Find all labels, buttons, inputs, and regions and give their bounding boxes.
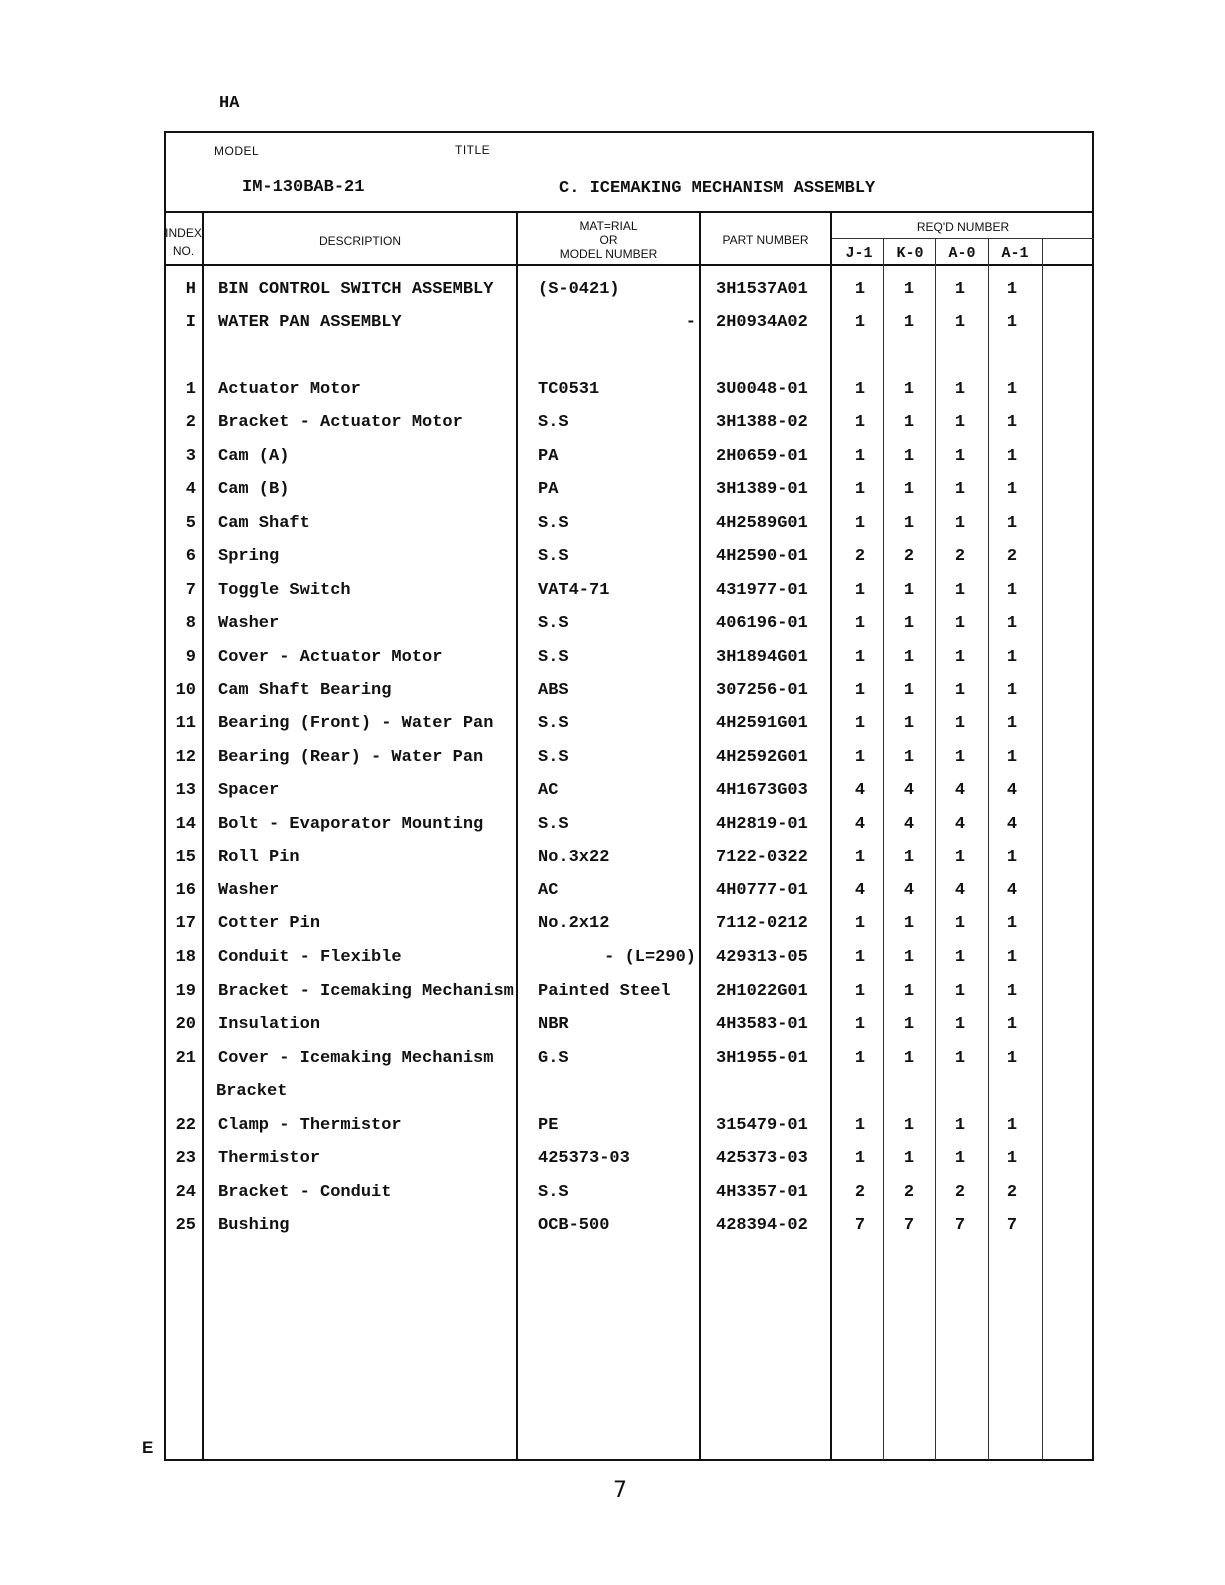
row-qty-j-1: 1 (854, 748, 866, 767)
col-header-index-line2: NO. (172, 244, 195, 258)
row-qty-a-1: 1 (1006, 280, 1018, 299)
row-qty-j-1: 1 (854, 480, 866, 499)
row-qty-a-1: 1 (1006, 1049, 1018, 1068)
row-qty-a-0: 1 (954, 413, 966, 432)
row-index: 25 (175, 1216, 196, 1235)
row-part-number: 3U0048-01 (716, 380, 808, 399)
row-qty-a-0: 1 (954, 1049, 966, 1068)
row-qty-j-1: 1 (854, 280, 866, 299)
page-number: 7 (613, 1478, 627, 1503)
row-material: 425373-03 (538, 1149, 630, 1168)
row-qty-a-0: 4 (954, 781, 966, 800)
row-qty-k-0: 1 (903, 313, 915, 332)
row-part-number: 3H1894G01 (716, 648, 808, 667)
row-qty-k-0: 1 (903, 982, 915, 1001)
row-index: 4 (185, 480, 196, 499)
header-divider (164, 211, 1094, 213)
row-part-number: 7112-0212 (716, 914, 808, 933)
row-qty-j-1: 1 (854, 982, 866, 1001)
row-part-number: 4H0777-01 (716, 881, 808, 900)
row-material: Painted Steel (538, 982, 671, 1001)
row-qty-k-0: 1 (903, 1049, 915, 1068)
row-description-continued: Bracket (216, 1082, 288, 1101)
row-index: 22 (175, 1116, 196, 1135)
row-qty-a-1: 1 (1006, 514, 1018, 533)
row-qty-k-0: 4 (903, 881, 915, 900)
corner-mark: E (142, 1438, 154, 1457)
row-qty-a-0: 1 (954, 714, 966, 733)
row-index: 5 (185, 514, 196, 533)
row-index: 15 (175, 848, 196, 867)
row-part-number: 315479-01 (716, 1116, 808, 1135)
row-material: AC (538, 781, 559, 800)
row-qty-k-0: 1 (903, 1116, 915, 1135)
row-qty-j-1: 1 (854, 313, 866, 332)
row-qty-a-0: 1 (954, 982, 966, 1001)
row-qty-j-1: 1 (854, 948, 866, 967)
row-qty-a-1: 1 (1006, 714, 1018, 733)
col-divider-material (699, 211, 701, 1460)
variant-a1: A-1 (1001, 245, 1029, 262)
row-qty-j-1: 1 (854, 1116, 866, 1135)
row-qty-a-0: 1 (954, 480, 966, 499)
row-qty-j-1: 1 (854, 380, 866, 399)
row-qty-a-1: 4 (1006, 815, 1018, 834)
col-header-index (165, 226, 202, 258)
row-qty-k-0: 1 (903, 681, 915, 700)
row-part-number: 3H1537A01 (716, 280, 808, 299)
row-qty-k-0: 1 (903, 714, 915, 733)
row-index: 8 (185, 614, 196, 633)
row-qty-a-1: 1 (1006, 848, 1018, 867)
row-qty-a-0: 1 (954, 948, 966, 967)
col-divider-desc (516, 211, 518, 1460)
row-qty-a-0: 1 (954, 313, 966, 332)
row-material: PA (538, 480, 559, 499)
row-material: VAT4-71 (538, 581, 610, 600)
col-header-material-line2: OR (599, 233, 618, 247)
row-qty-k-0: 1 (903, 581, 915, 600)
col-divider-part (830, 211, 832, 1460)
row-material: (S-0421) (538, 280, 620, 299)
row-qty-j-1: 1 (854, 914, 866, 933)
row-description: Cover - Icemaking Mechanism (218, 1049, 494, 1068)
row-index: 24 (175, 1183, 196, 1202)
row-description: Washer (218, 881, 280, 900)
page-code: HA (219, 94, 240, 113)
row-qty-j-1: 1 (854, 1149, 866, 1168)
row-qty-j-1: 1 (854, 681, 866, 700)
row-description: Cover - Actuator Motor (218, 648, 443, 667)
row-qty-j-1: 2 (854, 1183, 866, 1202)
row-material: NBR (538, 1015, 569, 1034)
row-material: No.3x22 (538, 848, 610, 867)
row-qty-a-0: 1 (954, 914, 966, 933)
row-qty-a-1: 1 (1006, 914, 1018, 933)
row-qty-j-1: 1 (854, 714, 866, 733)
row-material: S.S (538, 614, 569, 633)
row-part-number: 425373-03 (716, 1149, 808, 1168)
row-qty-a-0: 1 (954, 581, 966, 600)
reqd-divider (832, 238, 1094, 239)
row-qty-a-0: 1 (954, 280, 966, 299)
row-description: Roll Pin (218, 848, 300, 867)
row-qty-a-0: 1 (954, 1116, 966, 1135)
row-qty-k-0: 1 (903, 614, 915, 633)
col-divider-j1 (883, 239, 884, 1460)
row-index: I (185, 313, 196, 332)
row-qty-a-0: 7 (954, 1216, 966, 1235)
row-qty-a-1: 2 (1006, 1183, 1018, 1202)
row-material: S.S (538, 648, 569, 667)
row-qty-a-0: 1 (954, 648, 966, 667)
row-qty-a-0: 1 (954, 681, 966, 700)
row-qty-a-1: 1 (1006, 1015, 1018, 1034)
row-index: 7 (185, 581, 196, 600)
row-index: 9 (185, 648, 196, 667)
row-qty-a-1: 2 (1006, 547, 1018, 566)
row-index: 6 (185, 547, 196, 566)
row-description: Toggle Switch (218, 581, 351, 600)
row-material: OCB-500 (538, 1216, 610, 1235)
row-part-number: 2H0934A02 (716, 313, 808, 332)
row-qty-a-1: 1 (1006, 614, 1018, 633)
row-qty-a-0: 2 (954, 547, 966, 566)
row-qty-j-1: 4 (854, 881, 866, 900)
row-qty-a-1: 1 (1006, 581, 1018, 600)
model-label: MODEL (214, 144, 260, 158)
row-material: PE (538, 1116, 559, 1135)
col-divider-k0 (935, 239, 936, 1460)
row-index: H (185, 280, 196, 299)
row-material: S.S (538, 514, 569, 533)
col-header-reqd: REQ'D NUMBER (916, 220, 1010, 234)
row-description: WATER PAN ASSEMBLY (218, 313, 402, 332)
row-qty-a-0: 1 (954, 1015, 966, 1034)
row-description: Bracket - Conduit (218, 1183, 392, 1202)
col-divider-a0 (988, 239, 989, 1460)
col-header-material (518, 219, 699, 261)
row-description: Bearing (Rear) - Water Pan (218, 748, 484, 767)
row-description: Thermistor (218, 1149, 321, 1168)
row-qty-a-0: 1 (954, 1149, 966, 1168)
row-qty-a-1: 7 (1006, 1216, 1018, 1235)
row-description: Bearing (Front) - Water Pan (218, 714, 494, 733)
row-part-number: 4H2590-01 (716, 547, 808, 566)
model-value: IM-130BAB-21 (242, 178, 365, 197)
row-qty-k-0: 1 (903, 1149, 915, 1168)
variant-a0: A-0 (948, 245, 976, 262)
col-header-material-line1: MAT=RIAL (579, 219, 638, 233)
row-qty-j-1: 1 (854, 514, 866, 533)
row-qty-a-1: 1 (1006, 447, 1018, 466)
row-index: 2 (185, 413, 196, 432)
row-qty-a-1: 1 (1006, 413, 1018, 432)
row-description: Bracket - Icemaking Mechanism (218, 982, 514, 1001)
col-header-description: DESCRIPTION (318, 234, 401, 248)
row-description: Bracket - Actuator Motor (218, 413, 463, 432)
row-material: No.2x12 (538, 914, 610, 933)
row-material: ABS (538, 681, 569, 700)
row-qty-a-1: 4 (1006, 881, 1018, 900)
row-part-number: 4H1673G03 (716, 781, 808, 800)
row-description: Cotter Pin (218, 914, 321, 933)
row-qty-a-1: 1 (1006, 982, 1018, 1001)
row-part-number: 3H1955-01 (716, 1049, 808, 1068)
row-index: 3 (185, 447, 196, 466)
col-divider-index (202, 211, 204, 1460)
row-qty-j-1: 1 (854, 1015, 866, 1034)
row-qty-k-0: 4 (903, 781, 915, 800)
row-index: 18 (175, 948, 196, 967)
row-description: Washer (218, 614, 280, 633)
row-qty-j-1: 1 (854, 413, 866, 432)
row-part-number: 2H0659-01 (716, 447, 808, 466)
row-qty-a-0: 4 (954, 881, 966, 900)
row-description: Insulation (218, 1015, 321, 1034)
row-qty-a-0: 4 (954, 815, 966, 834)
row-description: Cam (B) (218, 480, 290, 499)
row-qty-a-1: 1 (1006, 380, 1018, 399)
row-qty-a-1: 1 (1006, 313, 1018, 332)
row-qty-k-0: 1 (903, 280, 915, 299)
row-qty-j-1: 4 (854, 815, 866, 834)
row-qty-k-0: 1 (903, 648, 915, 667)
row-qty-k-0: 2 (903, 1183, 915, 1202)
row-material: AC (538, 881, 559, 900)
row-index: 1 (185, 380, 196, 399)
row-qty-a-1: 1 (1006, 948, 1018, 967)
row-qty-j-1: 4 (854, 781, 866, 800)
row-material: - (L=290) (604, 948, 696, 967)
row-material: - (685, 313, 696, 332)
row-index: 23 (175, 1149, 196, 1168)
row-part-number: 307256-01 (716, 681, 808, 700)
col-divider-a1 (1042, 239, 1043, 1460)
row-description: Conduit - Flexible (218, 948, 402, 967)
row-index: 20 (175, 1015, 196, 1034)
row-description: Spring (218, 547, 280, 566)
row-qty-a-0: 2 (954, 1183, 966, 1202)
row-part-number: 406196-01 (716, 614, 808, 633)
row-qty-k-0: 1 (903, 1015, 915, 1034)
column-header-divider (164, 264, 1094, 266)
col-header-material-line3: MODEL NUMBER (559, 247, 658, 261)
row-qty-k-0: 4 (903, 815, 915, 834)
row-qty-j-1: 1 (854, 614, 866, 633)
row-qty-k-0: 1 (903, 848, 915, 867)
row-qty-a-0: 1 (954, 614, 966, 633)
row-qty-k-0: 1 (903, 514, 915, 533)
row-qty-j-1: 7 (854, 1216, 866, 1235)
row-qty-a-0: 1 (954, 380, 966, 399)
row-qty-a-0: 1 (954, 447, 966, 466)
row-description: Cam Shaft Bearing (218, 681, 392, 700)
row-qty-a-1: 1 (1006, 1149, 1018, 1168)
row-description: Clamp - Thermistor (218, 1116, 402, 1135)
row-part-number: 3H1389-01 (716, 480, 808, 499)
row-qty-a-1: 1 (1006, 648, 1018, 667)
row-material: S.S (538, 815, 569, 834)
row-part-number: 429313-05 (716, 948, 808, 967)
row-description: Cam Shaft (218, 514, 310, 533)
row-description: Cam (A) (218, 447, 290, 466)
row-index: 21 (175, 1049, 196, 1068)
row-part-number: 4H2592G01 (716, 748, 808, 767)
row-qty-a-1: 1 (1006, 480, 1018, 499)
row-material: G.S (538, 1049, 569, 1068)
row-qty-a-0: 1 (954, 748, 966, 767)
row-description: Bushing (218, 1216, 290, 1235)
row-qty-k-0: 1 (903, 447, 915, 466)
row-part-number: 4H2589G01 (716, 514, 808, 533)
row-index: 10 (175, 681, 196, 700)
row-qty-j-1: 2 (854, 547, 866, 566)
row-material: TC0531 (538, 380, 600, 399)
row-qty-j-1: 1 (854, 447, 866, 466)
row-qty-a-1: 4 (1006, 781, 1018, 800)
row-part-number: 2H1022G01 (716, 982, 808, 1001)
col-header-part: PART NUMBER (722, 233, 809, 247)
row-material: S.S (538, 413, 569, 432)
row-qty-k-0: 1 (903, 380, 915, 399)
row-material: S.S (538, 748, 569, 767)
row-part-number: 4H3357-01 (716, 1183, 808, 1202)
row-qty-j-1: 1 (854, 581, 866, 600)
col-header-index-line1: INDEX (165, 226, 202, 240)
row-index: 11 (175, 714, 196, 733)
row-qty-k-0: 1 (903, 914, 915, 933)
row-qty-k-0: 7 (903, 1216, 915, 1235)
row-index: 19 (175, 982, 196, 1001)
row-part-number: 4H3583-01 (716, 1015, 808, 1034)
row-index: 16 (175, 881, 196, 900)
row-part-number: 3H1388-02 (716, 413, 808, 432)
row-part-number: 431977-01 (716, 581, 808, 600)
row-description: BIN CONTROL SWITCH ASSEMBLY (218, 280, 494, 299)
row-qty-a-1: 1 (1006, 1116, 1018, 1135)
row-qty-a-1: 1 (1006, 681, 1018, 700)
row-qty-j-1: 1 (854, 648, 866, 667)
row-part-number: 7122-0322 (716, 848, 808, 867)
variant-j1: J-1 (845, 245, 873, 262)
row-qty-k-0: 1 (903, 480, 915, 499)
row-qty-k-0: 1 (903, 413, 915, 432)
row-part-number: 4H2819-01 (716, 815, 808, 834)
row-description: Bolt - Evaporator Mounting (218, 815, 484, 834)
row-qty-a-1: 1 (1006, 748, 1018, 767)
row-index: 17 (175, 914, 196, 933)
row-qty-j-1: 1 (854, 848, 866, 867)
row-qty-a-0: 1 (954, 848, 966, 867)
variant-k0: K-0 (896, 245, 924, 262)
row-qty-a-0: 1 (954, 514, 966, 533)
row-qty-j-1: 1 (854, 1049, 866, 1068)
row-index: 13 (175, 781, 196, 800)
title-value: C. ICEMAKING MECHANISM ASSEMBLY (559, 179, 876, 198)
row-qty-k-0: 2 (903, 547, 915, 566)
row-index: 14 (175, 815, 196, 834)
row-description: Spacer (218, 781, 280, 800)
row-qty-k-0: 1 (903, 748, 915, 767)
row-material: PA (538, 447, 559, 466)
row-material: S.S (538, 547, 569, 566)
row-part-number: 428394-02 (716, 1216, 808, 1235)
row-index: 12 (175, 748, 196, 767)
row-material: S.S (538, 714, 569, 733)
row-qty-k-0: 1 (903, 948, 915, 967)
row-description: Actuator Motor (218, 380, 361, 399)
title-label: TITLE (455, 143, 491, 157)
row-part-number: 4H2591G01 (716, 714, 808, 733)
row-material: S.S (538, 1183, 569, 1202)
